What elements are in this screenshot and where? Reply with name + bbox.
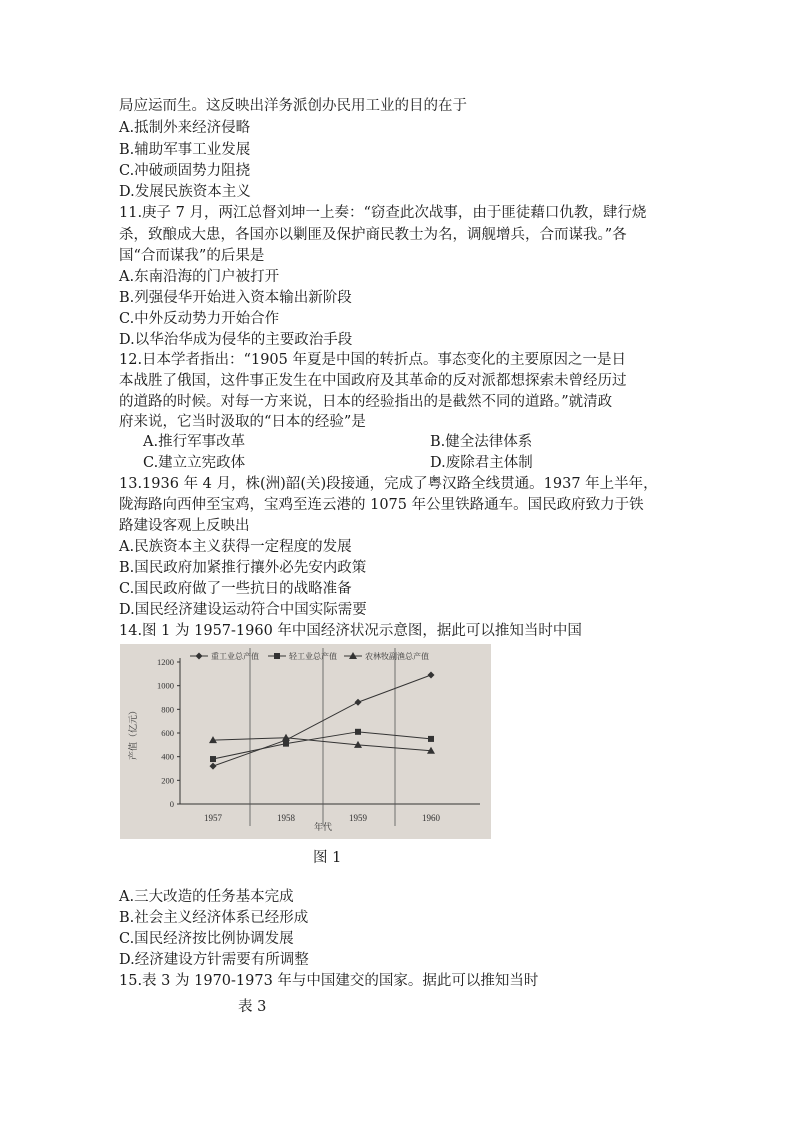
q11-option-d: D.以华治华成为侵华的主要政治手段	[119, 332, 353, 348]
q11-option-a: A.东南沿海的门户被打开	[119, 269, 280, 285]
question-11-line-1: 11.庚子 7 月，两江总督刘坤一上奏：“窃查此次战事，由于匪徒藉口仇教，肆行烧	[119, 205, 647, 221]
series-2-point-1960	[428, 736, 434, 742]
q12-options-row-2	[143, 453, 533, 473]
x-tick-label-1960: 1960	[422, 813, 440, 823]
series-1-point-1959	[355, 699, 362, 706]
legend-marker-1	[196, 653, 203, 660]
question-13-line-1: 13.1936 年 4 月，株(洲)韶(关)段接通，完成了粤汉路全线贯通。1937 年上半年，	[119, 476, 658, 492]
figure-1-chart	[120, 644, 491, 839]
q14-option-b: B.社会主义经济体系已经形成	[119, 910, 309, 926]
q10-option-a: A.抵制外来经济侵略	[119, 120, 251, 136]
y-tick-label: 800	[161, 704, 174, 715]
question-13-line-2: 陇海路向西伸至宝鸡，宝鸡至连云港的 1075 年公里铁路通车。国民政府致力于铁	[119, 497, 644, 513]
chart-svg	[120, 644, 491, 839]
series-2-point-1958	[283, 741, 289, 747]
q11-option-c: C.中外反动势力开始合作	[119, 311, 280, 327]
legend-marker-2	[274, 653, 280, 659]
q12-option-a: A.推行军事改革	[143, 434, 246, 450]
legend-label-3: 农林牧副渔总产值	[365, 652, 429, 661]
q12-options-row-1	[143, 432, 533, 452]
series-line-3	[213, 738, 431, 751]
x-tick-label-1958: 1958	[277, 813, 295, 823]
q14-option-c: C.国民经济按比例协调发展	[119, 931, 294, 947]
figure-caption: 图 1	[313, 850, 342, 866]
question-15-stem: 15.表 3 为 1970-1973 年与中国建交的国家。据此可以推知当时	[119, 973, 539, 989]
q13-option-b: B.国民政府加紧推行攘外必先安内政策	[119, 560, 367, 576]
series-2-point-1959	[355, 729, 361, 735]
y-tick-label: 1200	[157, 657, 174, 667]
q10-option-b: B.辅助军事工业发展	[119, 142, 251, 158]
q10-option-d: D.发展民族资本主义	[119, 184, 251, 200]
table-caption: 表 3	[238, 999, 267, 1015]
q11-option-b: B.列强侵华开始进入资本输出新阶段	[119, 290, 352, 306]
q14-option-a: A.三大改造的任务基本完成	[119, 889, 294, 905]
y-axis-label: 产值（亿元）	[129, 705, 139, 761]
question-11-line-3: 国“合而谋我”的后果是	[119, 248, 265, 264]
question-12-line-4: 府来说，它当时汲取的“日本的经验”是	[119, 414, 366, 430]
legend-label-1: 重工业总产值	[211, 652, 259, 661]
y-tick-label: 600	[161, 728, 174, 738]
question-14-stem: 14.图 1 为 1957-1960 年中国经济状况示意图，据此可以推知当时中国	[119, 623, 582, 639]
series-1-point-1957	[210, 763, 217, 770]
y-tick-label: 400	[161, 751, 174, 762]
q12-option-c: C.建立立宪政体	[143, 455, 246, 471]
series-2-point-1957	[210, 756, 216, 762]
q14-option-d: D.经济建设方针需要有所调整	[119, 952, 309, 968]
question-10-stem-end: 局应运而生。这反映出洋务派创办民用工业的目的在于	[119, 98, 467, 114]
q13-option-c: C.国民政府做了一些抗日的战略准备	[119, 581, 352, 597]
q10-option-c: C.冲破顽固势力阻挠	[119, 163, 251, 179]
question-11-line-2: 杀，致酿成大患，各国亦以剿匪及保护商民教士为名，调舰增兵，合而谋我。”各	[119, 227, 627, 243]
q12-option-b: B.健全法律体系	[430, 434, 533, 450]
x-axis-label: 年代	[313, 823, 333, 833]
question-12-line-2: 本战胜了俄国，这件事正发生在中国政府及其革命的反对派都想探索未曾经历过	[119, 373, 627, 389]
question-12-line-1: 12.日本学者指出：“1905 年夏是中国的转折点。事态变化的主要原因之一是日	[119, 352, 626, 368]
y-tick-label: 1000	[157, 680, 174, 691]
y-tick-label: 200	[161, 775, 174, 786]
q13-option-a: A.民族资本主义获得一定程度的发展	[119, 539, 352, 555]
legend-label-2: 轻工业总产值	[289, 652, 337, 661]
q12-option-d: D.废除君主体制	[430, 455, 533, 471]
series-3-point-1958	[282, 734, 290, 741]
x-tick-label-1959: 1959	[349, 813, 367, 823]
question-12-line-3: 的道路的时候。对每一方来说，日本的经验指出的是截然不同的道路。”就清政	[119, 394, 613, 410]
series-1-point-1960	[428, 672, 435, 679]
q13-option-d: D.国民经济建设运动符合中国实际需要	[119, 602, 367, 618]
x-tick-label-1957: 1957	[204, 813, 222, 823]
y-tick-label: 0	[169, 799, 174, 809]
question-13-line-3: 路建设客观上反映出	[119, 518, 250, 534]
